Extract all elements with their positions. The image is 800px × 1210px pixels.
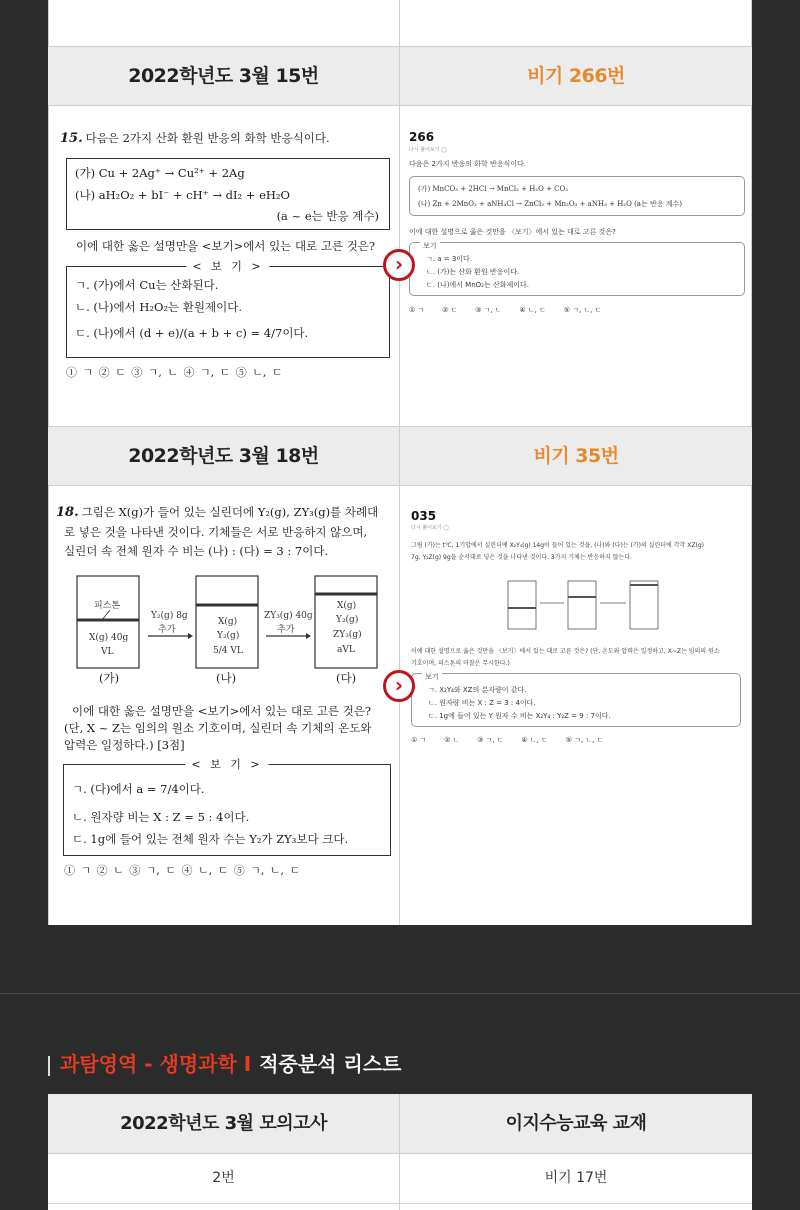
section-title: 과탐영역 - 생명과학 I 적중분석 리스트 [48, 1050, 401, 1080]
book-bogi-box: 보기 ㄱ. a = 3이다. ㄴ. (가)는 산화 환원 반응이다. ㄷ. (나)에서 MnO₂는 산화제이다. [409, 242, 745, 296]
section-divider [0, 993, 800, 994]
book-bogi-box: 보기 ㄱ. X₂Y₄와 XZ의 분자량이 같다. ㄴ. 원자량 비는 X : Z = 3 : 4이다. ㄷ. 1g에 들어 있는 Y 원자 수 비는 X₂Y₄ : Y₂Z = 9 : 7이다. [411, 673, 741, 727]
table-cell-book: 비기 17번 [400, 1154, 752, 1204]
bogi-box: < 보 기 > ㄱ. (다)에서 a = 7/4이다. ㄴ. 원자량 비는 X : Z = 5 : 4이다. ㄷ. 1g에 들어 있는 전체 원자 수는 Y₂가 ZY₃보다 크다. [63, 764, 391, 856]
exam-question-label: 2022학년도 3월 15번 [128, 65, 319, 87]
row1-header [48, 46, 752, 106]
arrow-right-icon: › [383, 670, 415, 702]
answer-choices: ① ㄱ ② ㄴ ③ ㄱ, ㄷ ④ ㄴ, ㄷ ⑤ ㄱ, ㄴ, ㄷ [64, 864, 301, 877]
exam-question-label: 2022학년도 3월 18번 [128, 445, 319, 467]
answer-choices: ① ㄱ ② ㄷ ③ ㄱ, ㄴ ④ ㄱ, ㄷ ⑤ ㄴ, ㄷ [66, 366, 283, 379]
book-equation-box: (가) MnCO₃ + 2HCl → MnCl₂ + H₂O + CO₂ (나) Zn + 2MnO₂ + aNH₄Cl → ZnCl₂ + Mn₂O₃ + aNH₃ + H₂O (a는 반응 계수) [409, 176, 745, 216]
hit-analysis-table [48, 1094, 752, 1210]
equation-box: (가) Cu + 2Ag⁺ → Cu²⁺ + 2Ag (나) aH₂O₂ + bI⁻ + cH⁺ → dI₂ + eH₂O (a ~ e는 반응 계수) [66, 158, 390, 230]
arrow-right-icon: › [383, 249, 415, 281]
table-header-book: 이지수능교육 교재 [400, 1094, 752, 1154]
book-cylinder-diagram [480, 575, 670, 635]
row2-header [48, 426, 752, 486]
book-question-number: 266 [409, 130, 435, 144]
question-stem: 다음은 2가지 산화 환원 반응의 화학 반응식이다. [85, 131, 330, 145]
table-cell-exam: 2번 [48, 1154, 399, 1204]
bogi-box: < 보 기 > ㄱ. (가)에서 Cu는 산화된다. ㄴ. (나)에서 H₂O₂는 환원제이다. ㄷ. (나)에서 (d + e)/(a + b + c) = 4/7이다. [66, 266, 390, 358]
question-prompt: 이에 대한 옳은 설명만을 <보기>에서 있는 대로 고른 것은? [76, 239, 376, 253]
book-question-number: 035 [411, 509, 437, 523]
book-question-label: 비기 35번 [533, 445, 619, 467]
table-header-exam: 2022학년도 3월 모의고사 [48, 1094, 399, 1154]
book-question-label: 비기 266번 [527, 65, 625, 87]
